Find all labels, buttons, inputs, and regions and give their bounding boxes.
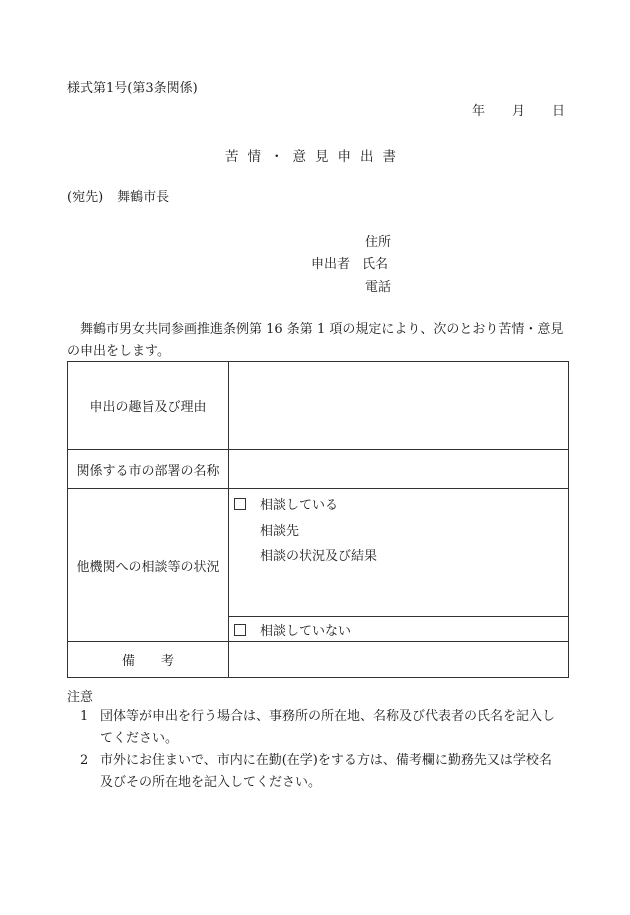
consulting-option[interactable]: [234, 494, 338, 513]
note-number: 2: [80, 753, 89, 768]
consultation-cell: [229, 489, 569, 617]
department-field[interactable]: [229, 450, 569, 489]
consultee-label: 相談先: [260, 524, 300, 539]
remarks-label: 備考: [121, 654, 200, 669]
reason-label: 申出の趣旨及び理由: [68, 362, 229, 450]
not-consulting-checkbox[interactable]: [234, 624, 246, 636]
department-label: 関係する市の部署の名称: [68, 450, 229, 489]
date-day: 日: [552, 104, 566, 119]
remarks-field[interactable]: [229, 642, 569, 678]
note-item: [80, 750, 572, 794]
reason-field[interactable]: [229, 362, 569, 450]
address-label: 住所: [365, 235, 392, 250]
intro-paragraph: 舞鶴市男女共同参画推進条例第 16 条第 1 項の規定により、次のとおり苦情・意見の申出をします。: [67, 322, 564, 359]
remarks-label-cell: [68, 642, 229, 678]
note-number: 1: [80, 709, 89, 724]
consult-status-label: 相談の状況及び結果: [260, 549, 378, 564]
phone-label: 電話: [365, 280, 392, 295]
addressee-name: 舞鶴市長: [117, 190, 170, 205]
name-label: 氏名: [362, 257, 389, 272]
addressee: [67, 186, 169, 205]
note-text-line1: 団体等が申出を行う場合は、事務所の所在地、名称及び代表者の氏名を記入し: [100, 709, 556, 724]
document-title: 苦情・意見申出書: [225, 149, 405, 165]
addressee-label: (宛先): [67, 190, 104, 205]
consulting-checkbox[interactable]: [234, 498, 246, 510]
date-line: [472, 100, 565, 119]
note-text-line1: 市外にお住まいで、市内に在勤(在学)をする方は、備考欄に勤務先又は学校名: [100, 753, 552, 768]
consulting-text: 相談している: [260, 498, 339, 513]
consultation-label: 他機関への相談等の状況: [68, 489, 229, 642]
form-number: 様式第1号(第3条関係): [67, 81, 198, 96]
applicant-name-line: [311, 253, 388, 272]
date-month: 月: [512, 104, 526, 119]
note-text-line2: てください。: [100, 731, 179, 746]
not-consulting-cell[interactable]: [229, 617, 569, 642]
notes-heading: 注意: [67, 690, 94, 705]
date-year: 年: [472, 104, 486, 119]
note-text-line2: 及びその所在地を記入してください。: [100, 775, 322, 790]
note-item: [80, 706, 572, 750]
application-form-table: [67, 361, 569, 678]
not-consulting-text: 相談していない: [260, 623, 352, 639]
applicant-role-label: 申出者: [311, 257, 351, 272]
